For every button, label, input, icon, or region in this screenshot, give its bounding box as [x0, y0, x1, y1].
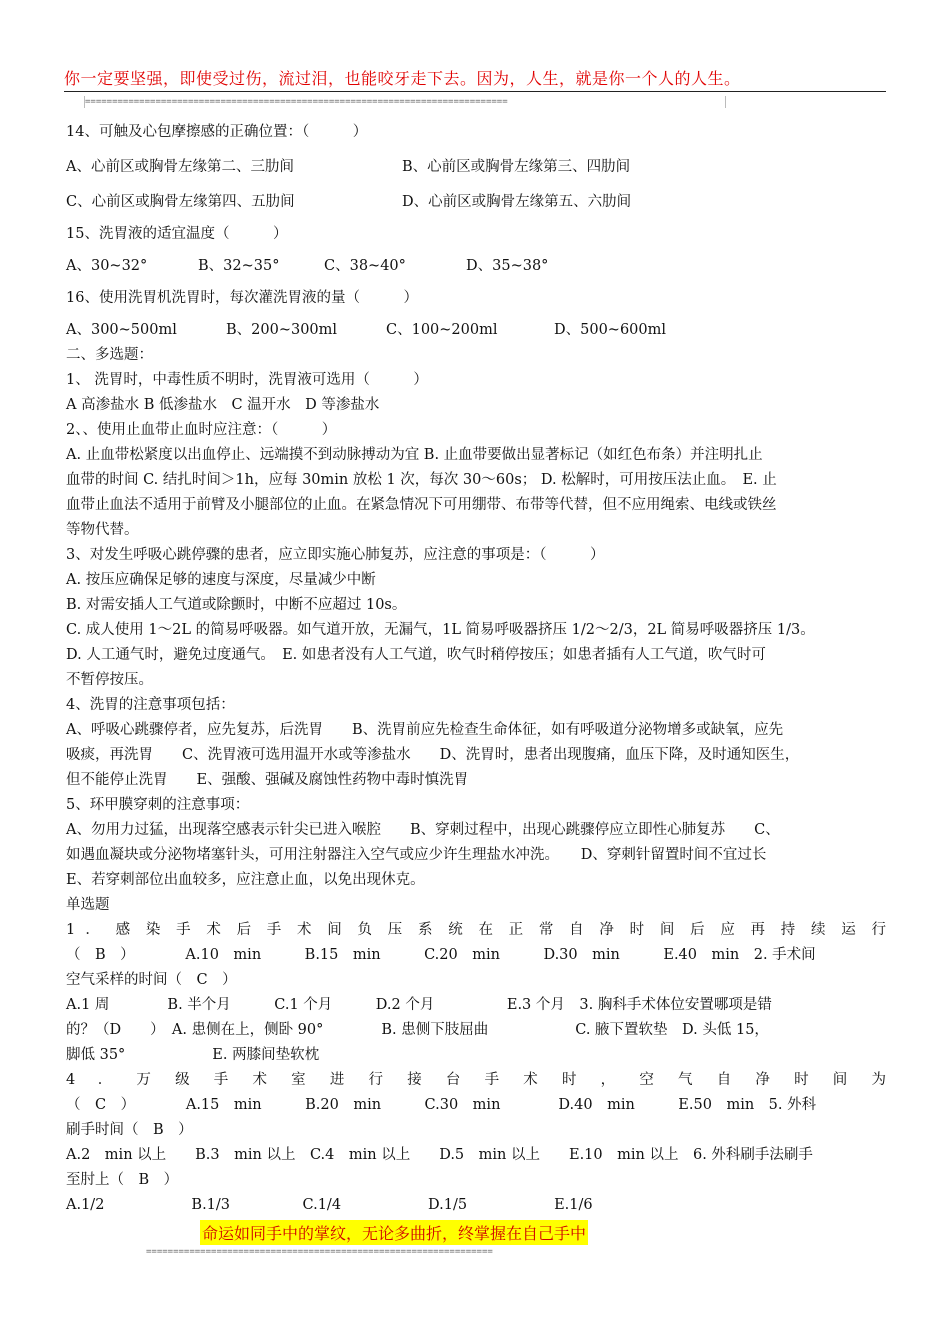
single-line: （ C ） A.15 min B.20 min C.30 min D.40 min E.50 min 5. 外科: [66, 1097, 817, 1113]
single-line: 空气采样的时间（ C ）: [66, 972, 237, 988]
single-heading: 单选题: [66, 897, 110, 913]
q16-option-d: D、500~600ml: [554, 322, 667, 338]
single-line: 4 ． 万 级 手 术 室 进 行 接 台 手 术 时 ， 空 气 自 净 时 间 为: [66, 1072, 886, 1088]
q15-option-a: A、30~32°: [66, 258, 148, 274]
multi-heading: 二、多选题：: [66, 347, 153, 363]
q14-options-row1: [66, 155, 886, 180]
multi-q1-stem: 1、 洗胃时，中毒性质不明时，洗胃液可选用（ ）: [66, 372, 428, 388]
multi-q1-options: A 高渗盐水 B 低渗盐水 C 温开水 D 等渗盐水: [66, 397, 380, 413]
q15-option-c: C、38~40°: [324, 258, 406, 274]
multi-q5-line: 如遇血凝块或分泌物堵塞针头，可用注射器注入空气或应少许生理盐水冲洗。 D、穿刺针留置时间不宜过长: [66, 847, 767, 863]
multi-q4-stem: 4、洗胃的注意事项包括：: [66, 697, 235, 713]
q16-stem: 16、使用洗胃机洗胃时，每次灌洗胃液的量（ ）: [66, 290, 418, 306]
multi-q3-option-d-cont: 不暂停按压。: [66, 672, 153, 688]
single-line: A.1 周 B. 半个月 C.1 个月 D.2 个月 E.3 个月 3. 胸科手术体位安置哪项是错: [66, 997, 772, 1013]
q15-stem: 15、洗胃液的适宜温度（ ）: [66, 226, 288, 242]
q15-option-b: B、32~35°: [198, 258, 280, 274]
single-line: 脚低 35° E. 两膝间垫软枕: [66, 1047, 320, 1063]
multi-q2-line: 血带的时间 C. 结扎时间＞1h，应每 30min 放松 1 次，每次 30～60s； D. 松解时，可用按压法止血。 E. 止: [66, 472, 777, 488]
header-quote: 你一定要坚强，即使受过伤，流过泪，也能咬牙走下去。因为，人生，就是你一个人的人生。: [64, 69, 741, 88]
header-rule: [64, 91, 886, 92]
q14-stem: 14、可触及心包摩擦感的正确位置：（ ）: [66, 124, 368, 140]
q15-option-d: D、35~38°: [466, 258, 549, 274]
q14-option-c: C、心前区或胸骨左缘第四、五肋间: [66, 194, 295, 210]
q16-option-c: C、100~200ml: [386, 322, 498, 338]
footer-separator: ================================================================: [146, 1247, 493, 1257]
single-line: A.1/2 B.1/3 C.1/4 D.1/5 E.1/6: [66, 1197, 593, 1213]
multi-q5-line: E、若穿刺部位出血较多，应注意止血，以免出现休克。: [66, 872, 425, 888]
multi-q4-line: 但不能停止洗胃 E、强酸、强碱及腐蚀性药物中毒时慎洗胃: [66, 772, 469, 788]
multi-q2-line: 血带止血法不适用于前臂及小腿部位的止血。在紧急情况下可用绷带、布带等代替，但不应用绳索、电线或铁丝: [66, 497, 777, 513]
q14-option-b: B、心前区或胸骨左缘第三、四肋间: [402, 159, 631, 175]
multi-q3-option-b: B. 对需安插人工气道或除颤时，中断不应超过 10s。: [66, 597, 407, 613]
q14-options-row2: [66, 190, 886, 215]
multi-q2-line: A. 止血带松紧度以出血停止、远端摸不到动脉搏动为宜 B. 止血带要做出显著标记（如红色布条）并注明扎止: [66, 447, 763, 463]
q14-option-a: A、心前区或胸骨左缘第二、三肋间: [66, 159, 294, 175]
multi-q3-option-d: D. 人工通气时，避免过度通气。 E. 如患者没有人工气道，吹气时稍停按压；如患者插有人工气道，吹气时可: [66, 647, 766, 663]
multi-q3-stem: 3、对发生呼吸心跳停骤的患者，应立即实施心肺复苏，应注意的事项是：（ ）: [66, 547, 605, 563]
q16-options: [66, 318, 886, 343]
multi-q4-line: 吸痰，再洗胃 C、洗胃液可选用温开水或等渗盐水 D、洗胃时，患者出现腹痛，血压下降，及时通知医生，: [66, 747, 800, 763]
q16-option-b: B、200~300ml: [226, 322, 338, 338]
single-line: 的？（D ） A. 患侧在上，侧卧 90° B. 患侧下肢屈曲 C. 腋下置软垫 D. 头低 15，: [66, 1022, 769, 1038]
q15-options: [66, 254, 886, 279]
multi-q2-stem: 2、、使用止血带止血时应注意：（ ）: [66, 422, 337, 438]
single-line: A.2 min 以上 B.3 min 以上 C.4 min 以上 D.5 min 以上 E.10 min 以上 6. 外科刷手法刷手: [66, 1147, 813, 1163]
multi-q5-line: A、勿用力过猛，出现落空感表示针尖已进入喉腔 B、穿刺过程中，出现心跳骤停应立即性心肺复苏 C、: [66, 822, 780, 838]
document-body: [66, 120, 886, 1218]
multi-q2-line: 等物代替。: [66, 522, 139, 538]
footer-quote: 命运如同手中的掌纹，无论多曲折，终掌握在自己手中: [200, 1220, 588, 1245]
single-line: 1 ． 感 染 手 术 后 手 术 间 负 压 系 统 在 正 常 自 净 时 间 后 应 再 持 续 运 行: [66, 922, 886, 938]
q14-option-d: D、心前区或胸骨左缘第五、六肋间: [402, 194, 632, 210]
single-line: 至肘上（ B ）: [66, 1172, 179, 1188]
single-line: （ B ） A.10 min B.15 min C.20 min D.30 min E.40 min 2. 手术间: [66, 947, 816, 963]
multi-q3-option-c: C. 成人使用 1～2L 的简易呼吸器。如气道开放，无漏气，1L 简易呼吸器挤压 1/2～2/3，2L 简易呼吸器挤压 1/3。: [66, 622, 815, 638]
q16-option-a: A、300~500ml: [66, 322, 177, 338]
multi-q5-stem: 5、环甲膜穿刺的注意事项：: [66, 797, 250, 813]
header-separator: ==============================================================================: [84, 96, 726, 108]
single-line: 刷手时间（ B ）: [66, 1122, 193, 1138]
multi-q4-line: A、呼吸心跳骤停者，应先复苏，后洗胃 B、洗胃前应先检查生命体征，如有呼吸道分泌物增多或缺氧，应先: [66, 722, 784, 738]
multi-q3-option-a: A. 按压应确保足够的速度与深度，尽量减少中断: [66, 572, 376, 588]
